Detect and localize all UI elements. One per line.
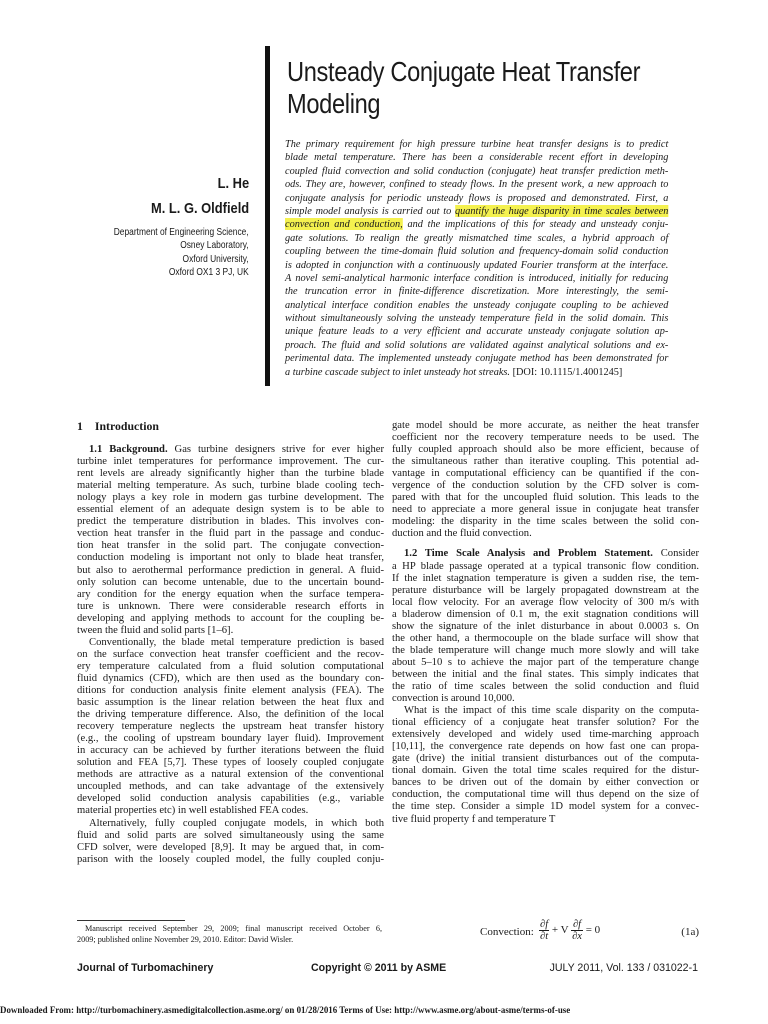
copyright-notice: Copyright © 2011 by ASME xyxy=(311,962,447,974)
text-line: uncoupled methods, and can take advantage of the extensively xyxy=(77,781,384,793)
subsection-heading: 1.2 Time Scale Analysis and Problem Statement. xyxy=(404,548,653,560)
text-line: conduction, the computational time will thus depend on the size of xyxy=(392,789,699,801)
text-line: the blade temperature will change much more slowly and will take xyxy=(392,644,699,656)
right-column xyxy=(392,420,699,826)
text-line: developing and applying methods to account for the coupling be- xyxy=(77,612,384,624)
affiliation-line: Osney Laboratory, xyxy=(180,239,249,252)
footnote-line: Manuscript received September 29, 2009; final manuscript received October 6, xyxy=(85,924,382,933)
text-line: basic assumption is the linear relation between the heat flux and xyxy=(77,697,384,709)
text-line: but also to aerothermal performance prediction in general. A fluid- xyxy=(77,564,384,576)
text-line: Alternatively, fully coupled conjugate models, in which both xyxy=(89,817,384,829)
text-line: the other hand, a thermocouple on the blade surface will show that xyxy=(392,632,699,644)
text-line: [10,11], the convergence rate depends on how fast one can propa- xyxy=(392,741,699,753)
equation-formula xyxy=(539,919,600,942)
journal-name: Journal of Turbomachinery xyxy=(77,962,214,974)
text-line: gate (drive) the initial transient disturbances out of the computa- xyxy=(392,753,699,765)
footnote-rule xyxy=(77,920,185,921)
text-line: What is the impact of this time scale disparity on the computa- xyxy=(404,705,699,717)
abstract-line: without simultaneously solving the unsteady temperature field in the solid domain. This xyxy=(285,312,669,325)
text-line: ture is unknown. There were considerable research efforts in xyxy=(77,600,384,612)
text-line: perature disturbance will be largely propagated downstream at the xyxy=(392,584,699,596)
text-line xyxy=(77,444,384,456)
author-list xyxy=(151,171,249,221)
text-line: fully coupled approach should also be more efficient, because of xyxy=(392,444,699,456)
text-line: need to appreciate a more general issue in conjugate heat transfer xyxy=(392,504,699,516)
abstract-line: analytical interface condition enables the unsteady conjugate coupling to be achieved xyxy=(285,298,669,311)
equation-fraction xyxy=(571,919,583,942)
text-line: only solution can become untenable, due to the uncertain bound- xyxy=(77,576,384,588)
highlight-annotation[interactable]: quantify the huge disparity in time scales between xyxy=(454,204,669,217)
right-column-body-a xyxy=(392,420,699,540)
affiliation-line: Oxford University, xyxy=(182,252,249,265)
title-line-1: Unsteady Conjugate Heat Transfer xyxy=(287,56,641,87)
text-line: on the surface convection heat transfer coefficient and the recov- xyxy=(77,648,384,660)
equation-number: (1a) xyxy=(681,926,699,938)
text-line: predict the temperature distribution in blades. This involves con- xyxy=(77,516,384,528)
equation-operator: + V xyxy=(551,924,569,937)
issue-text: JULY 2011, Vol. 133 / 031022-1 xyxy=(549,962,698,974)
section-heading xyxy=(77,420,384,432)
text-line: CFD solver, were developed [8,9]. It may be argued that, in com- xyxy=(77,841,384,853)
text-line: essential element of an adequate design system is to be able to xyxy=(77,504,384,516)
section-number: 1 xyxy=(77,419,83,433)
equation-numerator: ∂f xyxy=(540,919,549,930)
text-line: the driving temperature difference. Also, the definition of the local xyxy=(77,709,384,721)
text-line: show the signature of the inlet disturbance in about 0.0003 s. On xyxy=(392,620,699,632)
title-line-2: Modeling xyxy=(287,88,381,119)
text-line: the time step. Consider a simple 1D model system for a convec- xyxy=(392,801,699,813)
text-line: material melting temperature. As such, turbine blade cooling tech- xyxy=(77,480,384,492)
abstract-line: A novel semi-analytical harmonic interface condition is introduced, initially for reducing xyxy=(285,271,669,284)
text-line: ery temperature calculated from a fluid solution computational xyxy=(77,660,384,672)
text-line: tween the fluid and solid parts [1–6]. xyxy=(77,624,234,636)
abstract-line: blade metal temperature. There has been a considerable recent effort in developing xyxy=(285,151,669,164)
equation-denominator: ∂t xyxy=(540,931,549,942)
abstract-line: coupling between the time-domain fluid solution and frequency-domain solid conduction xyxy=(285,245,669,258)
doi-link[interactable]: [DOI: 10.1115/1.4001245] xyxy=(512,365,623,378)
text-line: coefficient nor the recovery temperature needs to be used. The xyxy=(392,432,699,444)
text-line: pared with that for the uncoupled fluid solution. This leads to the xyxy=(392,492,699,504)
text-run: Consider xyxy=(652,548,699,560)
right-column-body-b xyxy=(392,548,699,825)
abstract-line: the truncation error in finite-difference discretization. More interestingly, the semi- xyxy=(285,285,669,298)
text-line: gate model should be more accurate, as neither the heat transfer xyxy=(392,420,699,431)
text-line: the simultaneous rather than iterative coupling. This potential ad- xyxy=(392,456,699,468)
abstract-text: a turbine cascade subject to inlet unsteady hot streaks. xyxy=(285,365,510,378)
abstract-line: gate solutions. To realign the greatly mismatched time scales, a hybrid approach of xyxy=(285,231,669,244)
abstract-line: ods. They are, however, confined to steady flows. In the present work, a new approach to xyxy=(285,178,669,191)
left-column-body xyxy=(77,444,384,866)
text-line: a bladerow dimension of 0.1 m, the exit stagnation conditions will xyxy=(392,608,699,620)
download-notice-bar[interactable]: Downloaded From: http://turbomachinery.asmedigitalcollection.asme.org/ on 01/28/2016 Terms of Use: http://www.asme.org/about-asme/terms-of-use xyxy=(0,1006,571,1016)
text-line: developed solid conduction analysis capabilities (e.g., variable xyxy=(77,793,384,805)
text-line: recovery temperature neglects the upstream heat transfer history xyxy=(77,721,384,733)
author-1: L. He xyxy=(217,175,249,192)
text-line: solution and FEA [5,7]. These types of loosely coupled conjugate xyxy=(77,757,384,769)
text-line: methods are attractive as a natural extension of the conventional xyxy=(77,769,384,781)
abstract-line xyxy=(285,366,668,379)
affiliation-line: Department of Engineering Science, xyxy=(114,226,249,238)
text-line: convection is around 10,000. xyxy=(392,693,515,705)
abstract-text: and the implications of this for steady and unsteady conju- xyxy=(402,218,669,231)
equation-rhs: = 0 xyxy=(585,924,601,937)
text-line: tional efficiency of a conjugate heat transfer solution? For the xyxy=(392,717,699,729)
text-line: bances to be driven out of the domain by either convection or xyxy=(392,777,699,789)
equation-label: Convection: xyxy=(480,926,534,938)
text-line: fluid dynamics (CFD), which are then used as the boundary con- xyxy=(77,672,384,684)
text-line: (e.g., the cooling of upstream boundary layer fluid). Improvement xyxy=(77,733,384,745)
equation-denominator: ∂x xyxy=(572,931,582,942)
text-line: material properties etc) in well established FEA codes. xyxy=(77,805,309,817)
text-line: conduction modeling is important not only to blade heat transfer, xyxy=(77,552,384,564)
text-line: vantage in computational efficiency can be quantified if the con- xyxy=(392,468,699,480)
abstract-line: is adopted in conjunction with a continuously updated Fourier transform at the interface. xyxy=(285,258,669,271)
affiliation-line: Oxford OX1 3 PJ, UK xyxy=(169,265,249,278)
paper-title xyxy=(287,56,665,120)
abstract-line xyxy=(285,205,668,218)
text-line: vection heat transfer in the fluid part in the passage and conduc- xyxy=(77,528,384,540)
text-line: turbine inlet temperatures for performance improvement. The cur- xyxy=(77,456,384,468)
text-line: ary condition for the energy equation when the surface tempera- xyxy=(77,588,384,600)
text-line xyxy=(392,548,699,560)
abstract-text: simple model analysis is carried out to xyxy=(285,204,455,217)
text-line: vergence of the conduction solution by the CFD solver is com- xyxy=(392,480,699,492)
text-line: parison with the loosely coupled model, the fully coupled conju- xyxy=(77,853,384,865)
abstract-line: unique feature leads to a very efficient and accurate unsteady conjugate solution ap- xyxy=(285,325,669,338)
equation-numerator: ∂f xyxy=(572,919,582,930)
text-run: Gas turbine designers strive for ever higher xyxy=(167,444,384,456)
footnote-line: 2009; published online November 29, 2010. Editor: David Wisler. xyxy=(77,934,294,944)
equation-1a xyxy=(392,919,699,949)
abstract-line: proach. The fluid and solid solutions are validated against analytical solutions and ex- xyxy=(285,338,669,351)
text-line: about 5–10 s to achieve the major part of the temperature change xyxy=(392,656,699,668)
text-line: extensively developed and widely used time-marching approach xyxy=(392,729,699,741)
abstract-line: conjugate analysis for periodic unsteady flows is proposed and demonstrated. First, a xyxy=(285,191,669,204)
section-title: Introduction xyxy=(94,419,159,433)
text-line: Conventionally, the blade metal temperature prediction is based xyxy=(89,636,384,648)
subsection-heading: 1.1 Background. xyxy=(89,444,168,456)
text-line: duction and the fluid convection. xyxy=(392,528,532,540)
abstract-line: The primary requirement for high pressure turbine heat transfer designs is to predict xyxy=(285,138,669,150)
title-vertical-rule xyxy=(265,46,270,386)
text-line: tive fluid property f and temperature T xyxy=(392,813,556,825)
text-line: ditions for conduction analysis finite element analysis (FEA). The xyxy=(77,684,384,696)
footnote xyxy=(77,924,382,945)
text-line: the ratio of time scales between the solid conduction and fluid xyxy=(392,680,699,692)
author-2: M. L. G. Oldfield xyxy=(150,200,249,217)
text-line: nology plays a key role in modern gas turbine development. The xyxy=(77,492,384,504)
text-line: tion heat transfer in the solid part. The conjugate convection- xyxy=(77,540,384,552)
highlight-annotation[interactable]: convection and conduction, xyxy=(285,218,403,231)
affiliation xyxy=(114,226,249,279)
text-line: between the initial and the final states. This simply indicates that xyxy=(392,668,699,680)
text-line: a HP blade passage operated at a typical transonic flow condition. xyxy=(392,560,699,572)
text-line: local flow velocity. For an average flow velocity of 300 m/s with xyxy=(392,596,699,608)
text-line: rent levels are already significantly higher than the turbine blade xyxy=(77,468,384,480)
text-line: If the inlet stagnation temperature is given a sudden rise, the tem- xyxy=(392,572,699,584)
text-line: modeling: the disparity in the time scales between the solid con- xyxy=(392,516,699,528)
abstract-line: coupled fluid convection and solid conduction (conjugate) heat transfer prediction meth- xyxy=(285,164,669,177)
text-line: fluid and solid parts are solved simultaneously using the same xyxy=(77,829,384,841)
left-column xyxy=(77,413,384,866)
text-line: tional domain. Given the total time scales required for the distur- xyxy=(392,765,699,777)
abstract-line: perimental data. The implemented unsteady conjugate method has been demonstrated for xyxy=(285,352,669,365)
abstract-line xyxy=(285,218,668,231)
equation-fraction xyxy=(539,919,549,942)
text-line: in accuracy can be achieved by further iterations between the fluid xyxy=(77,745,384,757)
abstract xyxy=(285,138,668,379)
issue-page-info xyxy=(550,962,698,974)
